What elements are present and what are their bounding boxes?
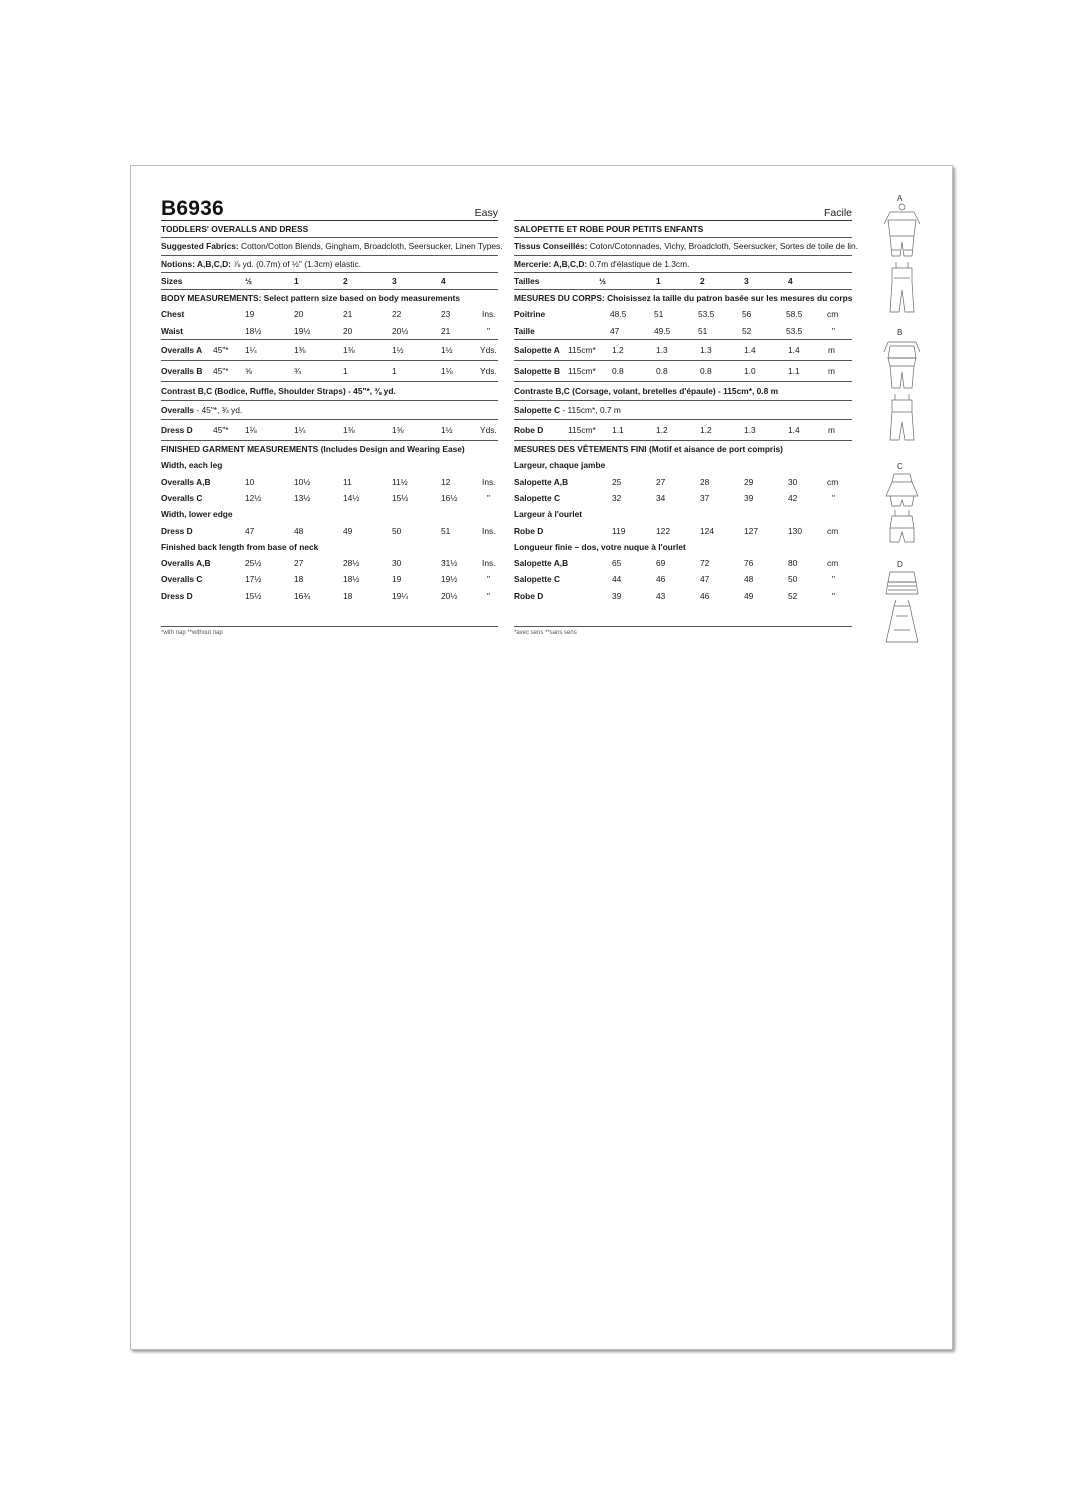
table-row (161, 523, 498, 539)
value-cell: 19½ (441, 574, 458, 585)
value-cell: 18 (294, 574, 304, 585)
subheading-row (161, 457, 498, 473)
value-cell: 25½ (245, 558, 262, 569)
value-cell: 12½ (245, 492, 262, 503)
value-cell: 27 (294, 558, 304, 569)
subheading-row (161, 506, 498, 522)
fabric-width: 115cm* (568, 425, 596, 436)
size-cell: 2 (343, 275, 348, 286)
value-cell: 37 (700, 492, 710, 503)
value-cell: 28½ (343, 558, 360, 569)
value-cell: 49 (343, 525, 353, 536)
yardage-row (161, 361, 498, 382)
value-cell: 43 (656, 590, 666, 601)
value-cell: 25 (612, 476, 622, 487)
value-cell: 48 (744, 574, 754, 585)
unit-cell: Yds. (480, 345, 497, 356)
row-label: Overalls C (161, 574, 203, 585)
table-row (161, 474, 498, 490)
value-cell: 1½ (441, 425, 453, 436)
unit-cell: " (487, 492, 490, 503)
difficulty-level: Easy (474, 207, 498, 219)
notions-row (514, 256, 852, 273)
value-cell: 17½ (245, 574, 262, 585)
fabric-width: 45"* (213, 425, 229, 436)
value-cell: 11 (343, 476, 352, 487)
value-cell: 1⅛ (245, 425, 257, 436)
value-cell: 16½ (441, 492, 458, 503)
view-letter: A (897, 194, 903, 203)
unit-cell: m (828, 345, 835, 356)
table-row (514, 323, 852, 340)
body-measurements-label: MESURES DU CORPS: Choisissez la taille du patron basée sur les mesures du corps (514, 293, 853, 304)
value-cell: 46 (656, 574, 666, 585)
contrast-row (514, 382, 852, 401)
row-label: Poitrine (514, 309, 546, 320)
value-cell: 1.4 (788, 345, 800, 356)
unit-cell: " (487, 574, 490, 585)
value-cell: 21 (441, 325, 451, 336)
table-row (514, 490, 852, 506)
value-cell: 20½ (441, 590, 458, 601)
value-cell: 124 (700, 525, 714, 536)
value-cell: 52 (742, 325, 752, 336)
fabric-width: 115cm* (568, 345, 596, 356)
overalls-c-text: - 45"*, ¾ yd. (194, 405, 243, 416)
row-label: Dress D (161, 425, 193, 436)
row-label: Salopette A,B (514, 476, 569, 487)
contrast-text: Contraste B,C (Corsage, volant, bretelles d'épaule) - 115cm*, 0.8 m (514, 386, 779, 397)
english-header (161, 196, 498, 221)
unit-cell: cm (827, 309, 839, 320)
row-label: Waist (161, 325, 184, 336)
overalls-c-text: - 115cm*, 0.7 m (560, 405, 621, 416)
yardage-row (514, 340, 852, 361)
overalls-c-row (161, 401, 498, 420)
overalls-b-icon (880, 328, 926, 462)
value-cell: 1⅜ (343, 425, 355, 436)
value-cell: 1.3 (656, 345, 668, 356)
value-cell: 1¼ (245, 345, 257, 356)
value-cell: 22 (392, 309, 402, 320)
unit-cell: " (832, 574, 835, 585)
lower-edge-label: Width, lower edge (161, 509, 233, 520)
fabric-width: 45"* (213, 366, 229, 377)
body-measurements-heading (161, 290, 498, 306)
value-cell: 18 (343, 590, 353, 601)
back-length-label: Finished back length from base of neck (161, 541, 319, 552)
garment-title-row (514, 221, 852, 238)
size-cell: ½ (245, 275, 252, 286)
value-cell: 48 (294, 525, 304, 536)
fabrics-label: Tissus Conseillés: (514, 241, 588, 252)
width-leg-label: Width, each leg (161, 460, 223, 471)
row-label: Salopette A (514, 345, 560, 356)
value-cell: 48.5 (610, 309, 627, 320)
overalls-c-label: Salopette C (514, 405, 561, 416)
row-label: Dress D (161, 590, 193, 601)
row-label: Overalls B (161, 366, 203, 377)
value-cell: 39 (744, 492, 754, 503)
sizes-label: Sizes (161, 275, 183, 286)
unit-cell: " (487, 325, 490, 336)
view-letter: D (897, 560, 903, 569)
table-row (514, 555, 852, 571)
value-cell: 49 (744, 590, 754, 601)
row-label: Overalls A,B (161, 476, 211, 487)
value-cell: 19¼ (392, 590, 409, 601)
fabrics-text: Coton/Cotonnades, Vichy, Broadcloth, Seersucker, Sortes de toile de lin. (587, 241, 859, 252)
value-cell: 1.4 (744, 345, 756, 356)
row-label: Salopette C (514, 574, 561, 585)
unit-cell: " (487, 590, 490, 601)
value-cell: 1½ (392, 345, 404, 356)
unit-cell: Ins. (482, 558, 496, 569)
value-cell: 58.5 (786, 309, 803, 320)
table-row (161, 571, 498, 587)
yardage-row (514, 420, 852, 441)
table-row (161, 323, 498, 340)
size-cell: 2 (700, 275, 705, 286)
subheading-row (514, 457, 852, 473)
table-row (514, 474, 852, 490)
value-cell: 47 (610, 325, 620, 336)
table-row (514, 588, 852, 604)
overalls-a-icon (880, 192, 926, 328)
value-cell: 1⅜ (343, 345, 355, 356)
value-cell: 0.8 (612, 366, 624, 377)
view-letter: C (897, 462, 903, 471)
subheading-row (161, 539, 498, 555)
value-cell: 19½ (294, 325, 311, 336)
value-cell: 15½ (245, 590, 262, 601)
value-cell: 19 (392, 574, 402, 585)
view-sketches (880, 192, 926, 660)
value-cell: 1.2 (656, 425, 668, 436)
notions-label: Notions: A,B,C,D: (161, 258, 231, 269)
value-cell: 10 (245, 476, 255, 487)
section-divider (514, 604, 852, 627)
value-cell: 65 (612, 558, 622, 569)
unit-cell: cm (827, 558, 839, 569)
english-column (161, 196, 503, 637)
footnote: *with nap **without nap (161, 630, 223, 637)
table-row (514, 523, 852, 539)
french-header (514, 196, 852, 221)
difficulty-level: Facile (823, 207, 852, 219)
unit-cell: m (828, 425, 835, 436)
table-row (161, 555, 498, 571)
size-cell: 1 (656, 275, 661, 286)
size-cell: 4 (441, 275, 446, 286)
value-cell: 20 (294, 309, 304, 320)
fabrics-text: Cotton/Cotton Blends, Gingham, Broadcloth, Seersucker, Linen Types. (238, 241, 503, 252)
finished-measurements-label: MESURES DES VÊTEMENTS FINI (Motif et aisance de port compris) (514, 444, 783, 455)
table-row (161, 588, 498, 604)
overalls-c-label: Overalls (161, 405, 195, 416)
value-cell: 1½ (441, 345, 453, 356)
value-cell: 1⅜ (392, 425, 404, 436)
value-cell: 127 (744, 525, 758, 536)
unit-cell: Yds. (480, 425, 497, 436)
value-cell: 1.1 (788, 366, 800, 377)
table-row (514, 306, 852, 322)
sizes-label: Tailles (514, 275, 540, 286)
garment-title: SALOPETTE ET ROBE POUR PETITS ENFANTS (514, 224, 704, 234)
row-label: Robe D (514, 590, 544, 601)
table-row (514, 571, 852, 587)
sizes-row (161, 273, 498, 290)
notions-row (161, 256, 498, 273)
row-label: Overalls A (161, 345, 203, 356)
value-cell: 11½ (392, 476, 408, 487)
value-cell: 56 (742, 309, 752, 320)
back-length-label: Longueur finie – dos, votre nuque à l'ourlet (514, 541, 686, 552)
value-cell: 23 (441, 309, 451, 320)
subheading-row (514, 506, 852, 522)
unit-cell: m (828, 366, 835, 377)
value-cell: 1.2 (700, 425, 712, 436)
row-label: Salopette C (514, 492, 561, 503)
notions-label: Mercerie: A,B,C,D: (514, 258, 588, 269)
value-cell: 53.5 (698, 309, 715, 320)
value-cell: 53.5 (786, 325, 803, 336)
value-cell: 80 (788, 558, 798, 569)
finished-measurements-heading (514, 441, 852, 457)
view-a (880, 192, 926, 328)
dress-d-icon (880, 560, 926, 660)
value-cell: 16¾ (294, 590, 311, 601)
pattern-envelope-back (130, 165, 953, 1350)
size-cell: ½ (599, 275, 606, 286)
pattern-code: B6936 (161, 197, 224, 220)
value-cell: ⅝ (245, 366, 252, 377)
size-cell: 3 (392, 275, 397, 286)
fabric-width: 45"* (213, 345, 229, 356)
value-cell: 13½ (294, 492, 311, 503)
value-cell: 50 (788, 574, 798, 585)
overalls-c-icon (880, 462, 926, 560)
unit-cell: Ins. (482, 525, 496, 536)
value-cell: 1⅜ (294, 345, 306, 356)
value-cell: 130 (788, 525, 802, 536)
value-cell: 30 (392, 558, 402, 569)
contrast-text: Contrast B,C (Bodice, Ruffle, Shoulder Straps) - 45"*, ⅜ yd. (161, 386, 396, 397)
value-cell: 0.8 (656, 366, 668, 377)
value-cell: 49.5 (654, 325, 671, 336)
row-label: Chest (161, 309, 185, 320)
row-label: Overalls C (161, 492, 203, 503)
value-cell: 30 (788, 476, 798, 487)
value-cell: 12 (441, 476, 451, 487)
lower-edge-label: Largeur à l'ourlet (514, 509, 583, 520)
body-measurements-label: BODY MEASUREMENTS: Select pattern size based on body measurements (161, 293, 461, 304)
value-cell: 122 (656, 525, 670, 536)
value-cell: 39 (612, 590, 622, 601)
row-label: Overalls A,B (161, 558, 211, 569)
row-label: Salopette A,B (514, 558, 569, 569)
value-cell: 119 (612, 525, 626, 536)
value-cell: 10½ (294, 476, 311, 487)
value-cell: 47 (245, 525, 255, 536)
view-d (880, 560, 926, 660)
value-cell: ¾ (294, 366, 301, 377)
value-cell: 51 (654, 309, 664, 320)
value-cell: 1.1 (612, 425, 624, 436)
notions-text: 0.7m d'élastique de 1.3cm. (587, 258, 690, 269)
body-measurements-heading (514, 290, 852, 306)
value-cell: 28 (700, 476, 710, 487)
size-cell: 4 (788, 275, 793, 286)
value-cell: 19 (245, 309, 255, 320)
overalls-c-row (514, 401, 852, 420)
value-cell: 20½ (392, 325, 409, 336)
value-cell: 15½ (392, 492, 409, 503)
value-cell: 20 (343, 325, 353, 336)
fabrics-row (514, 238, 859, 255)
garment-title: TODDLERS' OVERALLS AND DRESS (161, 224, 309, 234)
finished-measurements-label: FINISHED GARMENT MEASUREMENTS (Includes Design and Wearing Ease) (161, 444, 465, 455)
value-cell: 0.8 (700, 366, 712, 377)
value-cell: 31½ (441, 558, 458, 569)
size-cell: 3 (744, 275, 749, 286)
value-cell: 47 (700, 574, 710, 585)
value-cell: 1.0 (744, 366, 756, 377)
value-cell: 52 (788, 590, 798, 601)
value-cell: 46 (700, 590, 710, 601)
value-cell: 1.4 (788, 425, 800, 436)
value-cell: 51 (698, 325, 708, 336)
value-cell: 1.3 (744, 425, 756, 436)
value-cell: 18½ (245, 325, 262, 336)
width-leg-label: Largeur, chaque jambe (514, 460, 606, 471)
value-cell: 72 (700, 558, 710, 569)
fabrics-row (161, 238, 503, 255)
value-cell: 18½ (343, 574, 360, 585)
value-cell: 29 (744, 476, 754, 487)
row-label: Dress D (161, 525, 193, 536)
value-cell: 14½ (343, 492, 360, 503)
table-row (161, 490, 498, 506)
value-cell: 76 (744, 558, 754, 569)
unit-cell: " (832, 590, 835, 601)
value-cell: 69 (656, 558, 666, 569)
table-row (161, 306, 498, 322)
unit-cell: Yds. (480, 366, 497, 377)
view-c (880, 462, 926, 560)
value-cell: 51 (441, 525, 451, 536)
value-cell: 1¼ (294, 425, 306, 436)
value-cell: 1⅛ (441, 366, 453, 377)
value-cell: 21 (343, 309, 353, 320)
yardage-row (161, 340, 498, 361)
subheading-row (514, 539, 852, 555)
contrast-row (161, 382, 498, 401)
footnote: *avec sens **sans sens (514, 630, 577, 637)
row-label: Salopette B (514, 366, 561, 377)
french-column (514, 196, 859, 637)
row-label: Taille (514, 325, 535, 336)
unit-cell: " (832, 325, 835, 336)
garment-title-row (161, 221, 498, 238)
view-letter: B (897, 328, 903, 337)
finished-measurements-heading (161, 441, 498, 457)
row-label: Robe D (514, 525, 544, 536)
value-cell: 50 (392, 525, 402, 536)
unit-cell: cm (827, 525, 839, 536)
unit-cell: cm (827, 476, 839, 487)
yardage-row (161, 420, 498, 441)
value-cell: 27 (656, 476, 666, 487)
unit-cell: Ins. (482, 309, 496, 320)
size-cell: 1 (294, 275, 299, 286)
section-divider (161, 604, 498, 627)
unit-cell: Ins. (482, 476, 496, 487)
value-cell: 42 (788, 492, 798, 503)
fabric-width: 115cm* (568, 366, 596, 377)
view-b (880, 328, 926, 462)
row-label: Robe D (514, 425, 544, 436)
value-cell: 44 (612, 574, 622, 585)
unit-cell: " (832, 492, 835, 503)
fabrics-label: Suggested Fabrics: (161, 241, 239, 252)
value-cell: 1 (343, 366, 348, 377)
value-cell: 1.3 (700, 345, 712, 356)
value-cell: 1 (392, 366, 397, 377)
value-cell: 34 (656, 492, 666, 503)
value-cell: 32 (612, 492, 622, 503)
yardage-row (514, 361, 852, 382)
notions-text: ⅞ yd. (0.7m) of ½" (1.3cm) elastic. (230, 258, 361, 269)
value-cell: 1.2 (612, 345, 624, 356)
sizes-row (514, 273, 852, 290)
